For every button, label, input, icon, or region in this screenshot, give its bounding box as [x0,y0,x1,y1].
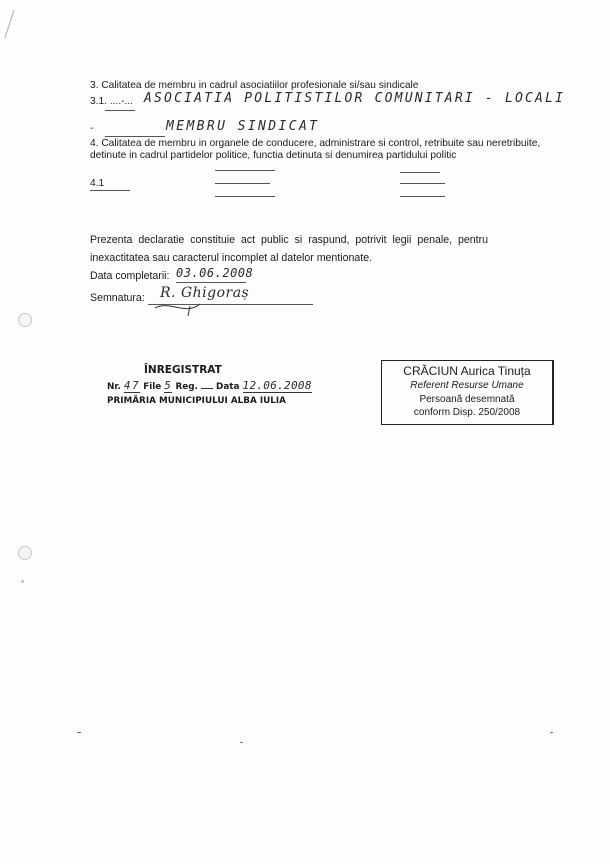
section4-item-label: 4.1 [90,178,105,189]
section3-item-label: 3.1. ....-... [90,96,134,107]
scan-speck [550,732,553,733]
signature-label: Semnatura: [90,292,145,304]
official-stamp-line4: conform Disp. 250/2008 [413,407,521,418]
registration-numbers [107,379,312,392]
registration-data-value: 12.06.2008 [242,379,312,392]
registration-data-label: Data [216,382,240,392]
official-stamp [381,360,554,425]
section3-item2-label: - [90,123,94,134]
dash-line [400,196,445,197]
dash-line [105,136,165,137]
dash-line [215,196,275,197]
date-underline [176,282,246,283]
registration-title: ÎNREGISTRAT [144,364,222,376]
official-stamp-name: CRĂCIUN Aurica Tinuța [403,364,531,378]
registration-file-label: File [143,382,162,392]
dash-line [90,190,130,191]
official-stamp-role: Referent Resurse Umane [410,380,524,391]
dash-line [215,183,270,184]
declaration-line1: Prezenta declaratie constituie act public si raspund, potrivit legii penale, pentru [90,234,489,246]
registration-reg-label: Reg. [175,382,198,392]
dash-line [400,183,445,184]
signature-value: R. Ghigoraș [160,285,250,301]
section4-heading-line2: detinute in cadrul partidelor politice, functia detinuta si denumirea partidului politic [90,150,457,161]
date-label: Data completarii: [90,270,170,282]
dash-line [215,170,275,171]
registration-file-value: 5 [164,379,173,392]
official-stamp-line3: Persoană desemnată [419,394,515,405]
dash-line [400,172,440,173]
scan-speck [240,742,243,743]
section3-item-value: ASOCIATIA POLITISTILOR COMUNITARI - LOCALI [144,91,566,106]
signature-flourish [150,298,220,318]
corner-fold-mark [0,0,30,45]
scan-speck [21,580,24,583]
punch-hole-bottom [18,546,32,560]
registration-institution: PRIMĂRIA MUNICIPIULUI ALBA IULIA [107,396,286,406]
section4-heading-line1: 4. Calitatea de membru in organele de conducere, administrare si control, retribuite sau neretribuite, [90,138,541,149]
date-value: 03.06.2008 [176,266,254,280]
dash-line [105,110,135,111]
registration-nr-label: Nr. [107,382,121,392]
scan-speck [77,732,81,733]
section3-heading: 3. Calitatea de membru in cadrul asociatiilor profesionale si/sau sindicale [90,80,419,91]
declaration-line2: inexactitatea sau caracterul incomplet al datelor mentionate. [90,252,373,264]
section3-item2-value: MEMBRU SINDICAT [166,119,320,134]
registration-nr-value: 47 [123,379,141,392]
punch-hole-top [18,313,32,327]
